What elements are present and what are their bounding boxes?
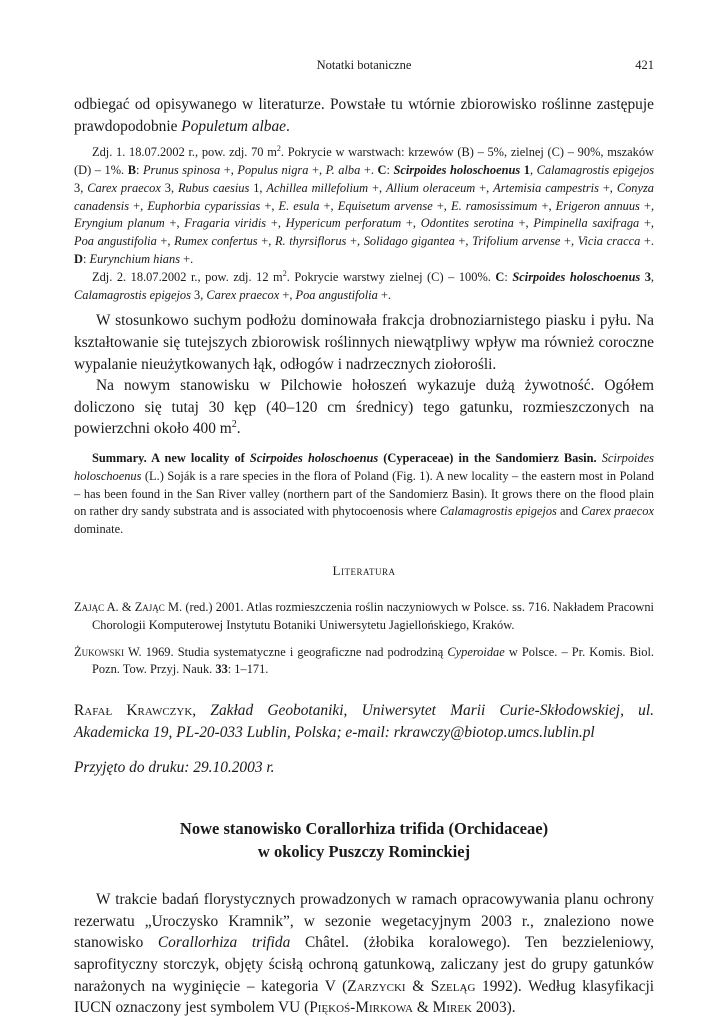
species-value: +,	[279, 287, 296, 302]
reference-text: (red.) 2001. Atlas rozmieszczenia roślin naczyniowych w Polsce. ss. 716. Nakładem Pracowni Chorologii Komputerowej Instytutu Botaniki Uniwersytetu Jagiellońskiego, Kraków.	[92, 599, 654, 632]
literature-heading: Literatura	[332, 562, 396, 578]
summary	[74, 450, 654, 539]
species-name: E. esula	[278, 198, 320, 213]
species-name: Eryngium planum	[74, 216, 165, 231]
species-name: Poa angustifolia	[295, 287, 378, 302]
reference-author: Zając M.	[134, 599, 183, 614]
intro-paragraph	[74, 94, 654, 137]
species-value: +,	[639, 198, 655, 213]
reference-text: w Polsce. – Pr. Komis. Biol. Pozn. Tow. Przyj. Nauk.	[92, 644, 654, 677]
separator: :	[82, 251, 90, 266]
species-value: +,	[639, 216, 655, 231]
layer-label-c: C	[377, 162, 387, 177]
species-name: Prunus spinosa	[142, 162, 221, 177]
separator: :	[135, 162, 143, 177]
species-value: 3,	[190, 287, 207, 302]
page-number: 421	[635, 58, 654, 72]
summary-title-part: Summary. A new locality of	[92, 450, 250, 465]
reference-text: : 1–171.	[227, 662, 269, 677]
taxon-name: Cyperoidae	[447, 644, 505, 659]
species-name: Carex praecox	[87, 180, 161, 195]
author-address	[74, 700, 654, 743]
separator: &	[118, 599, 135, 614]
page-body	[74, 94, 654, 1019]
species-name: Hypericum perforatum	[285, 216, 402, 231]
species-name: Odontites serotina	[420, 216, 514, 231]
species-value: +,	[513, 216, 534, 231]
summary-text: (L.) Soják is a rare species in the flora of Poland (Fig. 1). A new locality – the eastern most in Poland – has been found in the San River valley (northern part of the Sandomierz Basin). It grows there on the flood plain on rather dry sandy substrata and is associated with phytocoenosis where	[74, 468, 654, 519]
species-value: +,	[164, 216, 185, 231]
summary-title-species: Scirpoides holoschoenus	[249, 450, 379, 465]
species-value: +,	[220, 162, 238, 177]
paragraph-vitality	[74, 375, 654, 440]
species-name: Carex praecox	[581, 504, 654, 519]
species-value: 3,	[160, 180, 178, 195]
citation-authors: Zarzycki & Szeląg	[347, 977, 476, 995]
species-value: +,	[319, 198, 338, 213]
vitality-text: Na nowym stanowisku w Pilchowie hołoszeń wykazuje dużą żywotność. Ogółem doliczono się tutaj 30 kęp (40–120 cm średnicy) tego gatunku, rozmieszczonych na powierzchni około 400 m	[74, 377, 654, 438]
species-value: +,	[308, 162, 326, 177]
separator: :	[504, 269, 513, 284]
species-value: +,	[475, 180, 494, 195]
layer-label-b: B	[127, 162, 136, 177]
reference-volume: 33	[215, 662, 228, 677]
species-value: +,	[260, 198, 279, 213]
superscript: 2	[276, 144, 281, 154]
vitality-end: .	[236, 420, 241, 438]
species-value: +.	[640, 234, 655, 249]
article-text: 2003).	[472, 999, 516, 1017]
species-name: Carex praecox	[206, 287, 280, 302]
species-name: Calamagrostis epigejos	[439, 504, 557, 519]
species-name: Calamagrostis epigejos	[74, 287, 191, 302]
species-value: +,	[266, 216, 286, 231]
species-name: Artemisia campestris	[493, 180, 599, 195]
species-value: +,	[257, 234, 275, 249]
species-value: +,	[129, 198, 148, 213]
species-name: Solidago gigantea	[363, 234, 455, 249]
releve-1-header: Zdj. 1. 18.07.2002 r., pow. zdj. 70 m	[92, 145, 277, 160]
author-name: Rafał Krawczyk	[74, 702, 193, 720]
species-name: P. alba	[325, 162, 361, 177]
releve-2-cover: . Pokrycie warstwy zielnej (C) – 100%.	[286, 269, 496, 284]
species-name: R. thyrsiflorus	[274, 234, 347, 249]
article-title-line-2: w okolicy Puszczy Rominckiej	[257, 842, 471, 862]
main-species-value: 1	[520, 162, 530, 177]
species-value: +.	[180, 251, 194, 266]
species-name: Allium oleraceum	[385, 180, 476, 195]
main-species-value: 3	[640, 269, 651, 284]
comma: ,	[650, 269, 655, 284]
superscript: 2	[282, 268, 287, 278]
superscript: 2	[231, 419, 237, 431]
summary-text: and	[556, 504, 582, 519]
species-value: +,	[560, 234, 578, 249]
intro-text: odbiegać od opisywanego w literaturze. Powstałe tu wtórnie zbiorowisko roślinne zastępuje prawdopodobnie	[74, 96, 654, 135]
species-name: Poa angustifolia	[74, 234, 157, 249]
species-value: +,	[432, 198, 451, 213]
species-name: Pimpinella saxifraga	[533, 216, 640, 231]
species-value: +,	[368, 180, 386, 195]
layer-label-d: D	[74, 251, 83, 266]
species-value: +,	[401, 216, 421, 231]
species-name: Fragaria viridis	[184, 216, 267, 231]
citation-authors: Piękoś-Mirkowa & Mirek	[309, 999, 473, 1017]
reference-1	[74, 599, 654, 635]
species-name: Equisetum arvense	[337, 198, 433, 213]
species-name: Erigeron annuus	[555, 198, 640, 213]
species-value: +.	[360, 162, 378, 177]
species-value: +,	[537, 198, 556, 213]
species-value: +.	[377, 287, 391, 302]
species-name: Conyza canadensis	[74, 180, 654, 213]
releve-1-cover: . Pokrycie w warstwach: krzewów (B) – 5%, zielnej (C) – 90%, mszaków (D) – 1%.	[74, 145, 654, 177]
species-name: Corallorhiza trifida	[157, 934, 291, 952]
reference-2	[74, 644, 654, 680]
article-text: W trakcie badań florystycznych prowadzonych w ramach opracowywania planu ochrony rezerwatu „Uroczysko Kramnik”, w sezonie wegetacyjnym 2003 r., znaleziono nowe stanowisko	[74, 891, 654, 952]
article-title-line-1: Nowe stanowisko Corallorhiza trifida (Orchidaceae)	[179, 819, 549, 839]
intro-end: .	[286, 117, 290, 135]
article-2-paragraph	[74, 889, 654, 1019]
species-name: Rubus caesius	[177, 180, 250, 195]
species-value: +,	[454, 234, 473, 249]
species-name: Euphorbia cyparissias	[147, 198, 261, 213]
species-name: Scirpoides holoschoenus	[74, 450, 654, 483]
layer-c-species	[74, 288, 391, 302]
species-value: +,	[346, 234, 364, 249]
layer-b-species	[143, 163, 378, 177]
species-name: E. ramosissimum	[451, 198, 538, 213]
reference-author: Żukowski W.	[74, 644, 142, 659]
main-species: Scirpoides holoschoenus	[393, 162, 521, 177]
main-species: Scirpoides holoschoenus	[512, 269, 641, 284]
paragraph-substrate: W stosunkowo suchym podłożu dominowała frakcja drobnoziarnistego piasku i pyłu. Na kształtowanie się tutejszych zbiorowisk roślinnych niewątpliwy wpływ ma również coroczne wypalanie nieużytkowanych łąk, odłogów i nadrzecznych ziołorośli.	[74, 312, 654, 373]
species-value: 1,	[249, 180, 267, 195]
separator: :	[386, 162, 394, 177]
received-date: Przyjęto do druku: 29.10.2003 r.	[74, 759, 275, 777]
releve-2	[74, 269, 654, 305]
species-name: Trifolium arvense	[472, 234, 561, 249]
comma: ,	[530, 162, 537, 177]
reference-text: 1969. Studia systematyczne i geograficzne nad podrodziną	[141, 644, 448, 659]
species-name: Rumex confertus	[174, 234, 258, 249]
species-value: +,	[598, 180, 617, 195]
summary-title-part: (Cyperaceae) in the Sandomierz Basin.	[378, 450, 597, 465]
species-value: +,	[156, 234, 175, 249]
species-name: Vicia cracca	[577, 234, 641, 249]
article-text: 1992). Według klasyfikacji IUCN oznaczony jest symbolem VU (	[74, 977, 654, 1017]
releve-1	[74, 144, 654, 269]
address-text: , Zakład Geobotaniki, Uniwersytet Marii Curie-Skłodowskiej, ul. Akademicka 19, PL-20-033 Lublin, Polska; e-mail: rkrawczy@biotop.umcs.lublin.pl	[74, 702, 654, 741]
running-title: Notatki botaniczne	[316, 58, 412, 72]
layer-label-c: C	[495, 269, 505, 284]
species-name: Calamagrostis epigejos	[536, 162, 655, 177]
species-value: 3,	[74, 180, 88, 195]
article-text: Châtel. (żłobika koralowego). Ten bezzieleniowy, saprofityczny storczyk, objęty ścisłą ochroną gatunkową, zaliczany jest do grupy gatunków narażonych na wyginięcie – kategoria V (	[74, 934, 654, 995]
summary-text: dominate.	[74, 522, 124, 537]
taxon-name: Populetum albae	[181, 117, 287, 135]
reference-author: Zając A.	[74, 599, 119, 614]
species-name: Populus nigra	[237, 162, 309, 177]
species-name: Achillea millefolium	[266, 180, 369, 195]
releve-2-header: Zdj. 2. 18.07.2002 r., pow. zdj. 12 m	[92, 269, 283, 284]
species-name: Eurynchium hians	[89, 251, 181, 266]
